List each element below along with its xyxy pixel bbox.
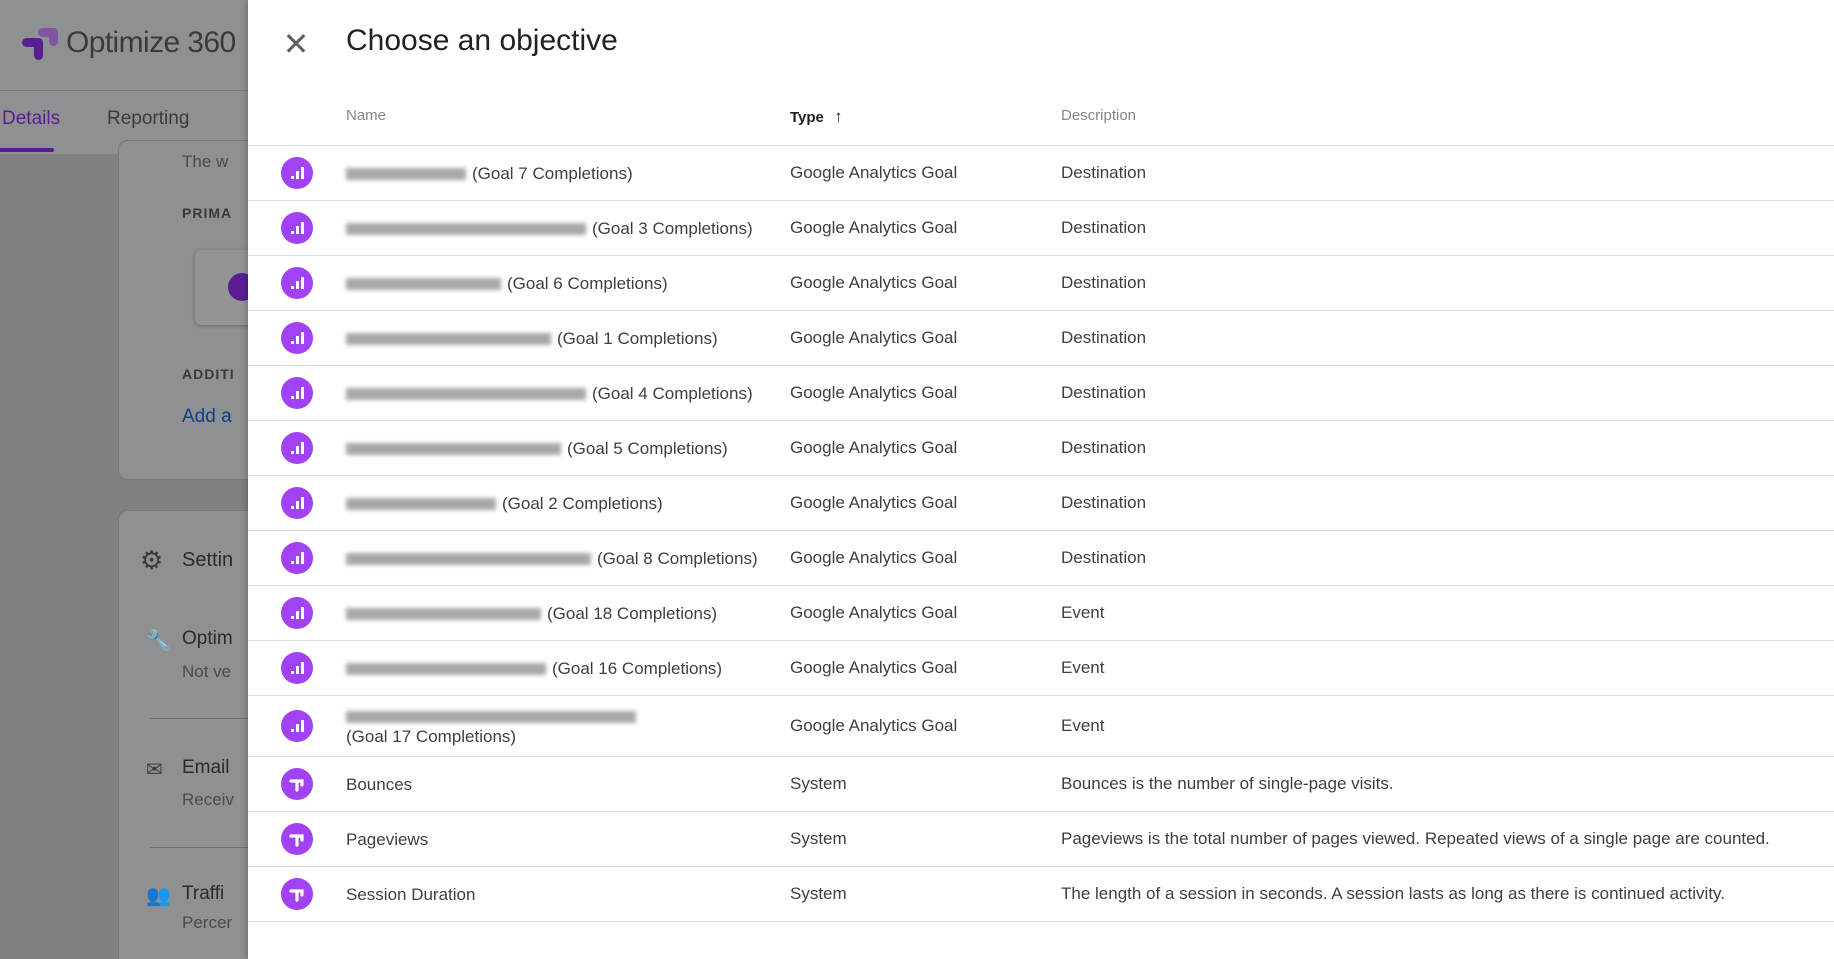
objective-row[interactable] — [248, 641, 1834, 696]
bar-chart-icon — [281, 487, 313, 519]
type-header-label: Type — [790, 109, 824, 126]
setting-sub: Receiv — [182, 790, 234, 809]
objective-name-text: (Goal 8 Completions) — [597, 548, 758, 568]
add-objective-link[interactable]: Add a — [182, 406, 232, 427]
objective-description: Event — [1061, 716, 1105, 735]
objective-description: Bounces is the number of single-page visits. — [1061, 774, 1394, 793]
objective-description: The length of a session in seconds. A session lasts as long as there is continued activity. — [1061, 884, 1726, 903]
redacted-name — [346, 498, 496, 510]
bar-chart-icon — [281, 267, 313, 299]
additional-label: ADDITI — [182, 366, 235, 382]
dialog-title: Choose an objective — [346, 24, 618, 57]
objective-row[interactable] — [248, 201, 1834, 256]
objective-row[interactable] — [248, 476, 1834, 531]
column-header-name[interactable]: Name — [346, 107, 387, 124]
objective-type: Google Analytics Goal — [790, 328, 958, 347]
objective-row[interactable] — [248, 757, 1834, 812]
objective-row[interactable] — [248, 812, 1834, 867]
redacted-name — [346, 608, 541, 620]
objective-list — [248, 145, 1834, 922]
bar-chart-icon — [281, 597, 313, 629]
objective-description: Destination — [1061, 328, 1147, 347]
objective-type: Google Analytics Goal — [790, 548, 958, 567]
column-header-type[interactable] — [790, 107, 843, 127]
objective-name-text: (Goal 5 Completions) — [567, 438, 728, 458]
objective-name-text: Session Duration — [346, 884, 476, 904]
objective-type: Google Analytics Goal — [790, 273, 958, 292]
bar-chart-icon — [281, 652, 313, 684]
objective-name-text: (Goal 6 Completions) — [507, 273, 668, 293]
primary-objective-card[interactable] — [195, 250, 248, 325]
arrow-up-icon: ↑ — [834, 107, 843, 126]
redacted-name — [346, 168, 466, 180]
objective-description: Pageviews is the total number of pages viewed. Repeated views of a single page are counted. — [1061, 829, 1770, 848]
objective-description: Destination — [1061, 273, 1147, 292]
divider — [150, 847, 248, 848]
objective-row[interactable] — [248, 311, 1834, 366]
app-title: Optimize 360 — [66, 26, 236, 59]
objective-name-text: (Goal 1 Completions) — [557, 328, 718, 348]
close-icon[interactable]: ✕ — [282, 26, 310, 62]
bar-chart-icon — [281, 157, 313, 189]
tab-reporting[interactable]: Reporting — [107, 108, 190, 129]
objective-type: Google Analytics Goal — [790, 716, 958, 735]
objective-description: Destination — [1061, 493, 1147, 512]
setting-title: Optim — [182, 628, 233, 649]
add-icon — [228, 273, 248, 301]
redacted-name — [346, 388, 586, 400]
objective-row[interactable] — [248, 146, 1834, 201]
objective-description: Destination — [1061, 163, 1147, 182]
objective-row[interactable] — [248, 696, 1834, 757]
objective-type: Google Analytics Goal — [790, 438, 958, 457]
objective-row[interactable] — [248, 586, 1834, 641]
objective-row[interactable] — [248, 366, 1834, 421]
wrench-icon: 🔧 — [146, 630, 171, 652]
settings-heading: Settin — [182, 549, 234, 571]
objective-type: Google Analytics Goal — [790, 383, 958, 402]
bar-chart-icon — [281, 322, 313, 354]
bar-chart-icon — [281, 710, 313, 742]
objective-row[interactable] — [248, 256, 1834, 311]
objective-type: System — [790, 774, 847, 793]
column-header-description[interactable]: Description — [1061, 107, 1137, 124]
objective-name-text: (Goal 17 Completions) — [346, 727, 517, 746]
people-icon: 👥 — [146, 885, 171, 907]
bar-chart-icon — [281, 542, 313, 574]
objective-name-text: (Goal 2 Completions) — [502, 493, 663, 513]
objective-type: Google Analytics Goal — [790, 603, 958, 622]
redacted-name — [346, 553, 591, 565]
objective-description: Destination — [1061, 218, 1147, 237]
redacted-name — [346, 223, 586, 235]
objective-name-text: (Goal 3 Completions) — [592, 218, 753, 238]
gear-icon: ⚙ — [140, 545, 164, 575]
intro-text: The w — [182, 152, 229, 171]
objective-description: Event — [1061, 603, 1105, 622]
objective-name-text: (Goal 16 Completions) — [552, 658, 723, 678]
objective-type: Google Analytics Goal — [790, 658, 958, 677]
bar-chart-icon — [281, 212, 313, 244]
objective-name-text: Bounces — [346, 774, 413, 794]
objective-row[interactable] — [248, 867, 1834, 922]
bar-chart-icon — [281, 432, 313, 464]
objective-row[interactable] — [248, 531, 1834, 586]
tab-details[interactable]: Details — [2, 108, 61, 129]
objective-dialog — [248, 0, 1834, 959]
objective-name — [346, 705, 676, 747]
objective-row[interactable] — [248, 421, 1834, 476]
optimize-icon — [281, 768, 313, 800]
email-icon: ✉ — [146, 759, 163, 781]
objective-name — [346, 829, 1006, 850]
objective-name-text: Pageviews — [346, 829, 429, 849]
setting-title: Traffi — [182, 883, 225, 904]
objective-description: Destination — [1061, 383, 1147, 402]
optimize-icon — [281, 823, 313, 855]
objective-type: Google Analytics Goal — [790, 493, 958, 512]
modal-scrim[interactable] — [0, 0, 248, 959]
objective-name-text: (Goal 18 Completions) — [547, 603, 718, 623]
optimize-logo-icon — [20, 26, 60, 62]
objective-type: Google Analytics Goal — [790, 218, 958, 237]
redacted-name — [346, 711, 636, 723]
setting-sub: Not ve — [182, 662, 232, 681]
objective-description: Event — [1061, 658, 1105, 677]
optimize-icon — [281, 878, 313, 910]
objective-name — [346, 774, 1006, 795]
objective-type: System — [790, 829, 847, 848]
objective-type: Google Analytics Goal — [790, 163, 958, 182]
objective-name-text: (Goal 4 Completions) — [592, 383, 753, 403]
redacted-name — [346, 278, 501, 290]
redacted-name — [346, 333, 551, 345]
objective-description: Destination — [1061, 548, 1147, 567]
redacted-name — [346, 663, 546, 675]
active-tab-indicator — [0, 148, 54, 152]
objective-name-text: (Goal 7 Completions) — [472, 163, 633, 183]
objective-type: System — [790, 884, 847, 903]
primary-label: PRIMA — [182, 205, 233, 221]
bar-chart-icon — [281, 377, 313, 409]
divider — [150, 718, 248, 719]
setting-title: Email — [182, 757, 230, 778]
objective-description: Destination — [1061, 438, 1147, 457]
objective-name — [346, 884, 1006, 905]
setting-sub: Percer — [182, 913, 233, 932]
redacted-name — [346, 443, 561, 455]
